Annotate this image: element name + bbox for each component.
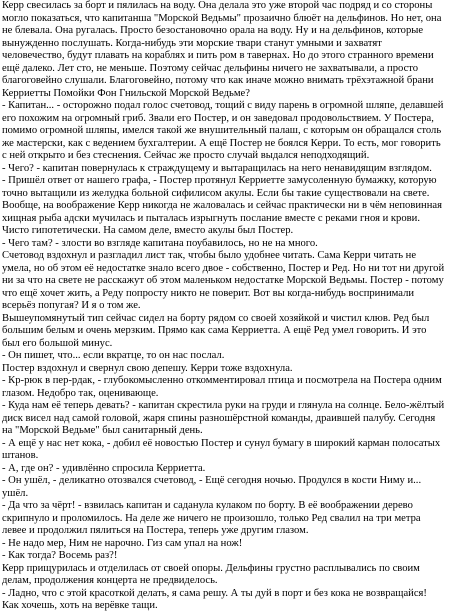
paragraph-8: - Он пишет, что... если вкратце, то он нас послал. (2, 350, 225, 361)
paragraph-18: Керр прищурилась и отделилась от своей опоры. Дельфины грустно расплывались по своим делам, продолжения концерта не предвиделось. (2, 562, 420, 586)
paragraph-15: - Да что за чёрт! - взвилась капитан и саданула кулаком по борту. В её воображении дерево скрипнуло и проломилось. На деле же ничего не произошло, только Ред свалил на три метра левее и продолжил пялиться на Постера, теперь уже другим глазом. (2, 500, 421, 536)
paragraph-17: - Как тогда? Восемь раз?! (2, 550, 118, 561)
paragraph-11: - Куда нам её теперь девать? - капитан скрестила руки на груди и глянула на солнце. Бело-жёлтый диск висел над самой головой, жаря спины разношёрстной команды, драившей палубу. Сегодня на "Морской Ведьме" был санитарный день. (2, 400, 445, 436)
paragraph-7: Вышеупомянутый тип сейчас сидел на борту рядом со своей хозяйкой и чистил клюв. Ред был большим белым и очень мерзким. Прямо как сама Керриетта. А ещё Ред умел говорить. И это был его большой минус. (2, 312, 430, 349)
paragraph-10: - Кр-рюк в пер-рдак, - глубокомысленно откомментировал птица и посмотрела на Постера одним глазом. Недобро так, оценивающе. (2, 375, 442, 399)
paragraph-4: - Пришёл ответ от нашего графа, - Постер протянул Керриетте замусоленную бумажку, которую точно вытащили из желудка больной сифилисом акулы. Если бы такие существовали на свете. Вообще, на воображение Керр никогда не жаловалась и сейчас практически ни в чём неповинная хищная рыба адски мучилась и пыталась изрыгнуть послание вместе с реками гноя и крови. Чисто гипотетически. На самом деле, вместо акулы был Постер. (2, 175, 442, 236)
paragraph-1: Керр свесилась за борт и пялилась на воду. Она делала это уже второй час подряд и со стороны могло показаться, что капитанша "Морской Ведьмы" прозаично блюёт на дельфинов. Но нет, она не блевала. Она ругалась. Просто безостановочно орала на воду. Ну и на дельфинов, которые вынужденно послушать. Когда-нибудь эти морские твари станут умными и захватят человечество, будут плавать на кораблях и пить ром в тавернах. Но до этого странного времени ещё далеко. Лет сто, не меньше. Поэтому сейчас дельфины ничего не захватывали, а просто благоговейно слушали. Благоговейно, потому что как иначе можно внимать трёхэтажной брани Керриетты Помойки Фон Гнильской Морской Ведьме? (2, 0, 442, 99)
paragraph-14: - Он ушёл, - деликатно отозвался счетовод, - Ещё сегодня ночью. Продулся в кости Ниму и... ушёл. (2, 475, 422, 499)
paragraph-13: - А, где он? - удивлённо спросила Керриетта. (2, 462, 206, 474)
paragraph-9: Постер вздохнул и свернул свою депешу. Керри тоже вздохнула. (2, 362, 293, 374)
paragraph-3: - Чего? - капитан повернулась к страждущему и вытаращилась на него ненавидящим взглядом. (2, 162, 432, 174)
paragraph-16: - Не надо мер, Ним не нарочно. Гиз сам упал на нож! (2, 537, 243, 549)
paragraph-12: - А ещё у нас нет кока, - добил её новостью Постер и сунул бумагу в широкий карман полосатых штанов. (2, 437, 441, 461)
paragraph-5: - Чего там? - злости во взгляде капитана поубавилось, но не на много. (2, 237, 318, 249)
paragraph-2: - Капитан... - осторожно подал голос счетовод, тощий с виду парень в огромной шляпе, делавшей его похожим на огромный гриб. Звали его Постер, и он заведовал продовольствием. У Постера, помимо огромной шляпы, имелся такой же внушительный палаш, с которым он обращался столь же мастерски, как с ведением бухгалтерии. А ещё Постер не боялся Керри. То есть, мог говорить с ней открыто и без стеснения. Сейчас же просто случай выдался неподходящий. (2, 100, 444, 161)
paragraph-19: - Ладно, что с этой красоткой делать, я сама решу. А ты дуй в порт и без кока не возвращайся! Как хочешь, хоть на верёвке тащи. (2, 587, 427, 611)
paragraph-6: Счетовод вздохнул и разгладил лист так, чтобы было удобнее читать. Сама Керри читать не умела, но об этом её недостатке знало всего двое - собственно, Постер и Ред. Но ни тот ни другой ни за что на свете не расскажут об этом маленьком недостатке Морской Ведьмы. Постер - потому что ещё хочет жить, а Реду попросту никто не поверит. Вот вы когда-нибудь воспринимали всерьёз попугая? И я о том же. (2, 250, 445, 311)
